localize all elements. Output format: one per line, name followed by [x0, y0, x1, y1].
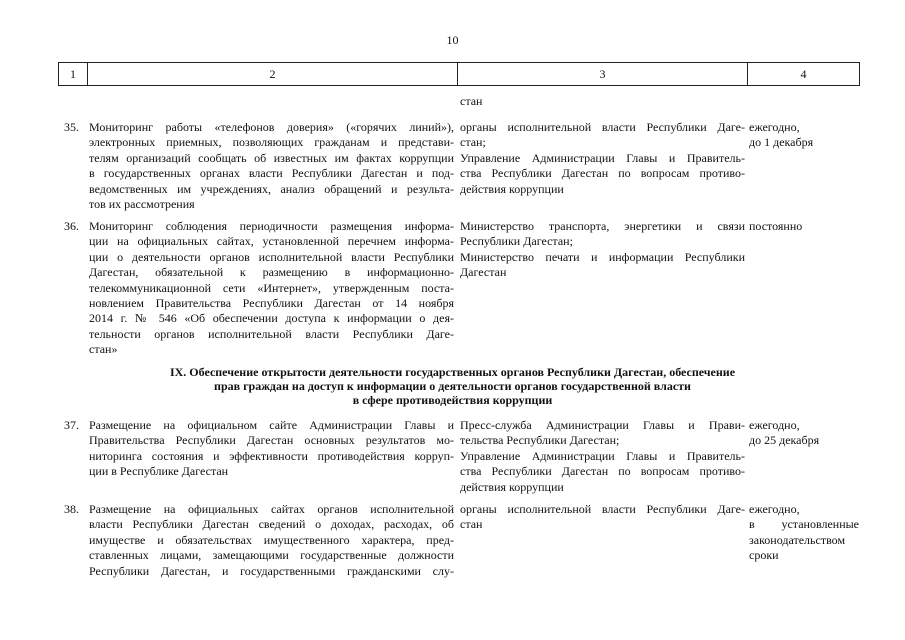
section-heading-line: прав граждан на доступ к информации о деятельности органов государственной власти — [214, 379, 691, 393]
text-line: органы исполнительной власти Республики Даге- — [460, 120, 745, 134]
text-line: Дагестан, обязательной к размещению в информационно- — [89, 265, 454, 280]
row-37-deadline — [749, 418, 859, 449]
text-line: Дагестан — [460, 265, 507, 280]
text-line: в установленные — [749, 517, 859, 532]
text-line: стан; — [460, 135, 486, 150]
row-37-executors — [460, 418, 745, 495]
text-line: до 1 декабря — [749, 135, 814, 150]
header-cell-3: 3 — [457, 62, 748, 86]
text-line: стан» — [89, 342, 118, 357]
row-36-deadline — [749, 219, 859, 234]
header-cell-1: 1 — [58, 62, 88, 86]
text-line: сроки — [749, 548, 779, 563]
text-line: ства Республики Дагестан по вопросам противо- — [460, 166, 745, 181]
row-number: 35. — [64, 120, 79, 134]
text-line: ции о деятельности органов исполнительной власти Республики — [89, 249, 454, 264]
text-line: власти Республики Дагестан сведений о доходах, расходах, об — [89, 517, 454, 532]
text-line: постоянно — [749, 219, 803, 233]
text-line: органы исполнительной власти Республики Даге- — [460, 502, 745, 516]
text-line: ции на официальных сайтах, установленной перечнем информа- — [89, 234, 454, 249]
text-line: ства Республики Дагестан по вопросам противо- — [460, 464, 745, 479]
row-36-measure — [89, 219, 454, 358]
text-line: действия коррупции — [460, 181, 564, 196]
header-cell-2: 2 — [87, 62, 458, 86]
text-line: Размещение на официальном сайте Администрации Главы и — [89, 418, 454, 432]
text-line: Мониторинг работы «телефонов доверия» («горячих линий»), — [89, 120, 454, 134]
row-number: 37. — [64, 418, 79, 432]
text-line: Управление Администрации Главы и Правитель- — [460, 448, 745, 463]
row-36-executors — [460, 219, 745, 281]
row-number: 38. — [64, 502, 79, 516]
text-line: 2014 г. № 546 «Об обеспечении доступа к информации о дея- — [89, 311, 454, 326]
header-cell-4: 4 — [747, 62, 860, 86]
text-line: электронных приемных, позволяющих гражданам и представи- — [89, 135, 454, 150]
text-line: ежегодно, — [749, 418, 800, 432]
row-35-measure — [89, 120, 454, 212]
section-heading — [0, 365, 905, 407]
text-line: телекоммуникационной сети «Интернет», утвержденным поста- — [89, 280, 454, 295]
text-line: ставленных лицами, замещающими государственные должности — [89, 548, 454, 563]
text-line: действия коррупции — [460, 479, 564, 494]
text-line: Управление Администрации Главы и Правитель- — [460, 150, 745, 165]
text-line: Министерство транспорта, энергетики и связи — [460, 219, 745, 233]
text-line: имуществе и обязательствах имущественного характера, пред- — [89, 532, 454, 547]
page-number: 10 — [446, 33, 459, 47]
text-line: тельности органов исполнительной власти Республики Даге- — [89, 326, 454, 341]
text-line: Республики Дагестан, и государственными гражданскими слу- — [89, 563, 454, 578]
section-heading-line: в сфере противодействия коррупции — [352, 393, 553, 407]
text-line: законодательством — [749, 532, 846, 547]
section-heading-line: IX. Обеспечение открытости деятельности государственных органов Республики Дагестан, обеспечение — [169, 365, 736, 379]
text-line: телям организаций сообщать об известных им фактах коррупции — [89, 150, 454, 165]
text-line: ежегодно, — [749, 120, 800, 134]
text-line: до 25 декабря — [749, 433, 820, 448]
row-38-measure — [89, 502, 454, 579]
text-line: Мониторинг соблюдения периодичности размещения информа- — [89, 219, 454, 233]
text-line: Министерство печати и информации Республики — [460, 249, 745, 264]
row-37-measure — [89, 418, 454, 480]
text-line: ежегодно, — [749, 502, 800, 516]
text-line: ведомственных им учреждениях, анализ обращений и результа- — [89, 181, 454, 196]
row-35-deadline — [749, 120, 859, 151]
text-line: Республики Дагестан; — [460, 234, 573, 249]
row-38-executors — [460, 502, 745, 533]
text-line: стан — [460, 517, 483, 532]
carry-over-text: стан — [460, 94, 483, 108]
row-number: 36. — [64, 219, 79, 233]
text-line: Правительства Республики Дагестан основных результатов мо- — [89, 433, 454, 448]
row-38-deadline — [749, 502, 859, 564]
text-line: тельства Республики Дагестан; — [460, 433, 620, 448]
text-line: ниторинга состояния и эффективности противодействия корруп- — [89, 448, 454, 463]
text-line: новлением Правительства Республики Дагестан от 14 ноября — [89, 296, 454, 311]
text-line: ции в Республике Дагестан — [89, 464, 229, 479]
text-line: Размещение на официальных сайтах органов исполнительной — [89, 502, 454, 516]
row-35-executors — [460, 120, 745, 197]
text-line: тов их рассмотрения — [89, 197, 195, 212]
text-line: в государственных органах власти Республики Дагестан и под- — [89, 166, 454, 181]
text-line: Пресс-служба Администрации Главы и Прави- — [460, 418, 745, 432]
